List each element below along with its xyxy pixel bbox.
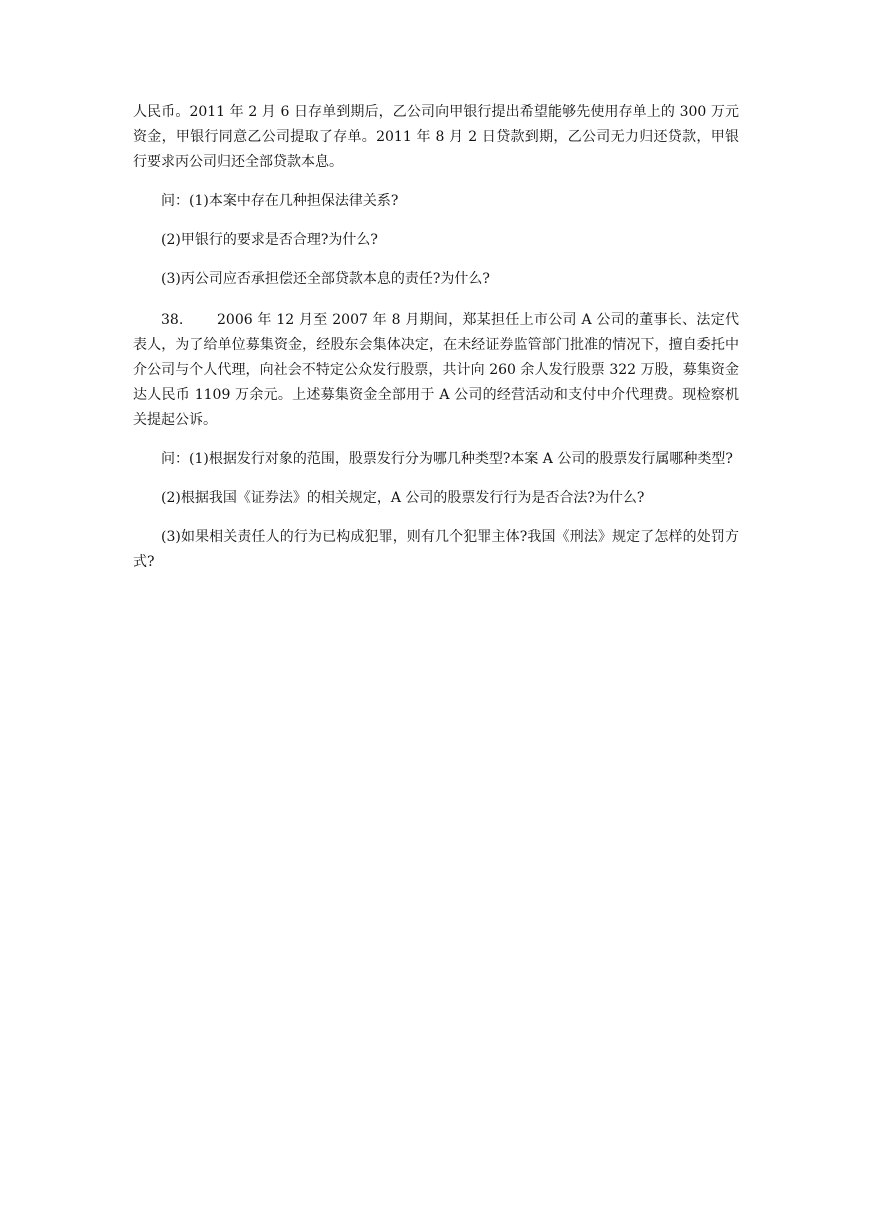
question-2: (2)甲银行的要求是否合理?为什么?: [161, 232, 378, 248]
question-38-1: 问：(1)根据发行对象的范围，股票发行分为哪几种类型?本案 A 公司的股票发行属哪种类型?: [161, 451, 733, 467]
question-1: 问：(1)本案中存在几种担保法律关系?: [161, 193, 399, 209]
case-38-paragraph: [133, 308, 739, 433]
document-page: [133, 100, 739, 575]
question-3: (3)丙公司应否承担偿还全部贷款本息的责任?为什么?: [161, 271, 490, 287]
case-paragraph: 人民币。2011 年 2 月 6 日存单到期后，乙公司向甲银行提出希望能够先使用存单上的 300 万元资金，甲银行同意乙公司提取了存单。2011 年 8 月 2 日贷款到期，乙公司无力归还贷款，甲银行要求丙公司归还全部贷款本息。: [133, 104, 739, 170]
question-38-2: (2)根据我国《证券法》的相关规定，A 公司的股票发行行为是否合法?为什么?: [161, 490, 645, 506]
case-38-text: 2006 年 12 月至 2007 年 8 月期间，郑某担任上市公司 A 公司的董事长、法定代表人，为了给单位募集资金，经股东会集体决定，在未经证券监管部门批准的情况下，擅自委托中介公司与个人代理，向社会不特定公众发行股票，共计向 260 余人发行股票 322 万股，募集资金达人民币 1109 万余元。上述募集资金全部用于 A 公司的经营活动和支付中介代理费。现检察机关提起公诉。: [133, 312, 739, 428]
question-38-3: (3)如果相关责任人的行为已构成犯罪，则有几个犯罪主体?我国《刑法》规定了怎样的处罚方式?: [133, 529, 739, 570]
question-number: 38.: [161, 312, 184, 328]
